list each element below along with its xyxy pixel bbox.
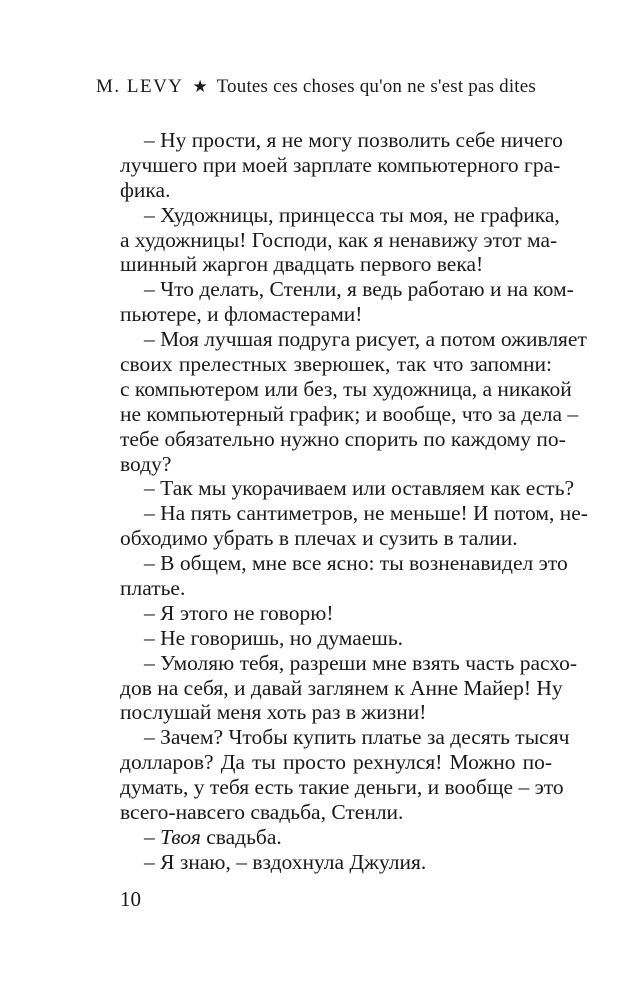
line-dash: – <box>144 824 155 849</box>
text-line: а художницы! Господи, как я ненавижу этот ма- <box>120 227 558 252</box>
text-line: думать, у тебя есть такие деньги, и вообще – это <box>120 775 564 800</box>
text-line: шинный жаргон двадцать первого века! <box>120 252 484 277</box>
text-line: – Я этого не говорю! <box>144 600 334 625</box>
text-line <box>120 825 552 850</box>
text-line: фика. <box>120 177 171 202</box>
text-line: – Художницы, принцесса ты моя, не графика, <box>144 202 560 227</box>
text-line: обходимо убрать в плечах и сузить в талии. <box>120 526 518 551</box>
star-icon: ★ <box>192 77 208 96</box>
text-line: всего-навсего свадьба, Стенли. <box>120 800 404 825</box>
body-text <box>120 128 588 875</box>
text-line: – Не говоришь, но думаешь. <box>144 625 404 650</box>
text-line: своих прелестных зверюшек, так что запомни: <box>120 352 552 377</box>
text-line: платье. <box>120 576 186 601</box>
text-line: – Умоляю тебя, разреши мне взять часть расхо- <box>144 650 578 675</box>
text-line: – Моя лучшая подруга рисует, а потом оживляет <box>144 327 587 352</box>
text-line: – Так мы укорачиваем или оставляем как есть? <box>144 476 575 501</box>
text-line: не компьютерный график; и вообще, что за дела – <box>120 401 579 426</box>
text-line: послушай меня хоть раз в жизни! <box>120 700 427 725</box>
text-line: пьютере, и фломастерами! <box>120 302 363 327</box>
text-line: дов на себя, и давай заглянем к Анне Майер! Ну <box>120 675 563 700</box>
running-header <box>0 76 632 98</box>
text-line: – Я знаю, – вздохнула Джулия. <box>144 849 427 874</box>
text-line: воду? <box>120 451 172 476</box>
text-line: – На пять сантиметров, не меньше! И потом, не- <box>144 501 588 526</box>
text-line: – В общем, мне все ясно: ты возненавидел это <box>144 551 568 576</box>
page-number: 10 <box>120 887 141 911</box>
line-rest: свадьба. <box>206 824 282 849</box>
header-book-title: Toutes ces choses qu'on ne s'est pas dites <box>216 76 537 97</box>
text-line: долларов? Да ты просто рехнулся! Можно по- <box>120 750 552 775</box>
text-line: с компьютером или без, ты художница, а никакой <box>120 376 572 401</box>
italic-word: Твоя <box>160 824 201 849</box>
text-line: – Зачем? Чтобы купить платье за десять тысяч <box>144 725 570 750</box>
text-line: лучшего при моей зарплате компьютерного гра- <box>120 152 561 177</box>
text-line: – Ну прости, я не могу позволить себе ничего <box>144 128 563 152</box>
text-line: тебе обязательно нужно спорить по каждому по- <box>120 426 566 451</box>
header-author: M. LEVY <box>95 76 184 97</box>
text-line: – Что делать, Стенли, я ведь работаю и на ком- <box>144 277 574 302</box>
